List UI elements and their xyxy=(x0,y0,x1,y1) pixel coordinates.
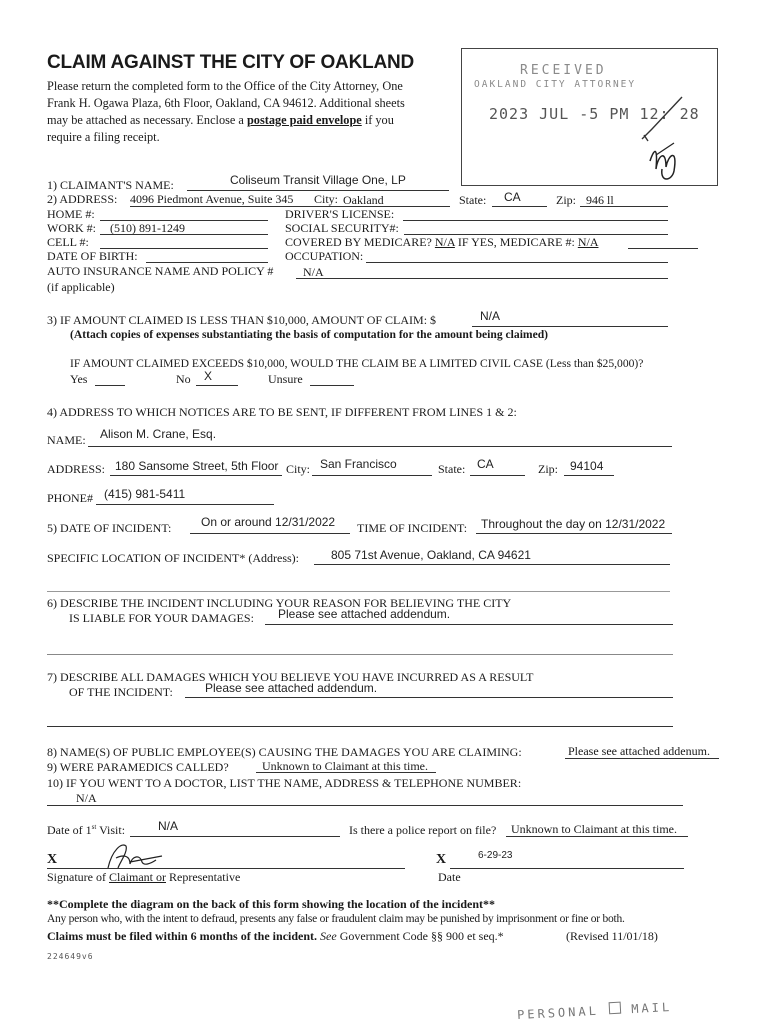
signature-x: X xyxy=(47,852,58,867)
work-label: WORK #: xyxy=(47,221,96,235)
no-label: No xyxy=(176,372,191,386)
q6-line-2: IS LIABLE FOR YOUR DAMAGES: xyxy=(69,611,254,625)
q10-label: 10) IF YOU WENT TO A DOCTOR, LIST THE NAME, ADDRESS & TELEPHONE NUMBER: xyxy=(47,776,522,790)
signature-label: Signature of Claimant or Representative xyxy=(47,870,241,884)
stamp-signature-mark xyxy=(612,89,722,185)
claimant-name-line xyxy=(187,190,449,191)
location-value[interactable]: 805 71st Avenue, Oakland, CA 94621 xyxy=(331,548,531,562)
diagram-note: **Complete the diagram on the back of this form showing the location of the incident** xyxy=(47,897,495,911)
notice-phone-value[interactable]: (415) 981-5411 xyxy=(104,487,186,501)
address-label: 2) ADDRESS: xyxy=(47,192,118,206)
no-checked-x[interactable]: X xyxy=(204,369,213,383)
q7-answer-line-2 xyxy=(47,726,673,727)
home-label: HOME #: xyxy=(47,207,95,221)
signature-line xyxy=(47,868,405,869)
location-line-2 xyxy=(47,591,670,592)
city-label: City: xyxy=(314,192,339,206)
occupation-label: OCCUPATION: xyxy=(285,249,364,263)
q8-line xyxy=(565,758,719,759)
address-value[interactable]: 4096 Piedmont Avenue, Suite 345 xyxy=(130,192,294,206)
intro-line-3: may be attached as necessary. Enclose a postage paid envelope if you xyxy=(47,113,394,127)
first-visit-label: Date of 1st Visit: xyxy=(47,823,126,837)
claimant-name-label: 1) CLAIMANT'S NAME: xyxy=(47,178,174,192)
amount-label: 3) IF AMOUNT CLAIMED IS LESS THAN $10,000, AMOUNT OF CLAIM: $ xyxy=(47,313,437,327)
police-report-label: Is there a police report on file? xyxy=(349,823,497,837)
work-value[interactable]: (510) 891-1249 xyxy=(110,221,185,235)
q7-value[interactable]: Please see attached addendum. xyxy=(205,681,378,695)
stamp-received: RECEIVED xyxy=(520,63,607,78)
drivers-license-label: DRIVER'S LICENSE: xyxy=(285,207,395,221)
unsure-line[interactable] xyxy=(310,385,354,386)
date-line xyxy=(450,868,684,869)
q9-line xyxy=(256,772,436,773)
drivers-license-line xyxy=(403,220,668,221)
postage-paid-envelope: postage paid envelope xyxy=(246,113,362,127)
notice-address-line xyxy=(110,475,282,476)
cell-label: CELL #: xyxy=(47,235,89,249)
personal-mail-stamp: PERSONAL MAIL xyxy=(516,999,673,1023)
if-applicable: (if applicable) xyxy=(47,280,115,294)
incident-time-line xyxy=(476,533,672,534)
notice-city-value[interactable]: San Francisco xyxy=(320,457,397,471)
q7-answer-line xyxy=(185,697,673,698)
notice-zip-value[interactable]: 94104 xyxy=(570,459,604,473)
ssn-label: SOCIAL SECURITY#: xyxy=(285,221,399,235)
incident-date-label: 5) DATE OF INCIDENT: xyxy=(47,521,172,535)
location-line xyxy=(314,564,670,565)
first-visit-value[interactable]: N/A xyxy=(158,819,179,833)
q8-value[interactable]: Please see attached addenum. xyxy=(568,744,710,758)
q10-value[interactable]: N/A xyxy=(76,791,97,805)
incident-time-label: TIME OF INCIDENT: xyxy=(357,521,468,535)
claimant-signature[interactable] xyxy=(100,838,180,872)
medicare-value[interactable]: N/A xyxy=(434,235,455,249)
notice-name-label: NAME: xyxy=(47,433,86,447)
auto-insurance-label: AUTO INSURANCE NAME AND POLICY # xyxy=(47,264,274,278)
notice-zip-label: Zip: xyxy=(538,462,558,476)
dob-label: DATE OF BIRTH: xyxy=(47,249,138,263)
notice-phone-line xyxy=(96,504,274,505)
q6-line-1: 6) DESCRIBE THE INCIDENT INCLUDING YOUR REASON FOR BELIEVING THE CITY xyxy=(47,596,512,610)
state-value[interactable]: CA xyxy=(504,190,521,204)
form-title: CLAIM AGAINST THE CITY OF OAKLAND xyxy=(47,52,415,73)
signature-date-value[interactable]: 6-29-23 xyxy=(478,850,513,861)
stamp-date: 2023 JUL -5 PM 12: 28 xyxy=(489,105,700,123)
claimant-name-value[interactable]: Coliseum Transit Village One, LP xyxy=(230,173,406,187)
incident-date-line xyxy=(190,533,350,534)
date-x: X xyxy=(436,852,447,867)
stamp-office: OAKLAND CITY ATTORNEY xyxy=(474,79,637,90)
police-report-line xyxy=(506,836,688,837)
amount-note: (Attach copies of expenses substantiating the basis of computation for the amount being claimed) xyxy=(70,328,549,341)
notice-zip-line xyxy=(564,475,614,476)
zip-line xyxy=(580,206,668,207)
exceeds-label: IF AMOUNT CLAIMED EXCEEDS $10,000, WOULD THE CLAIM BE A LIMITED CIVIL CASE (Less than $25,000)? xyxy=(70,357,644,370)
notice-name-value[interactable]: Alison M. Crane, Esq. xyxy=(100,427,217,441)
incident-time-value[interactable]: Throughout the day on 12/31/2022 xyxy=(481,517,666,531)
q6-answer-line xyxy=(265,624,673,625)
q10-line xyxy=(47,805,683,806)
zip-label: Zip: xyxy=(556,193,576,207)
q6-value[interactable]: Please see attached addendum. xyxy=(278,607,451,621)
form-id: 224649v6 xyxy=(47,952,94,961)
received-stamp-box xyxy=(461,48,718,186)
zip-value[interactable]: 946 ll xyxy=(586,193,614,207)
q8-label: 8) NAME(S) OF PUBLIC EMPLOYEE(S) CAUSING THE DAMAGES YOU ARE CLAIMING: xyxy=(47,745,522,759)
medicare-number[interactable]: N/A xyxy=(577,235,599,249)
notice-state-label: State: xyxy=(438,462,466,476)
city-value[interactable]: Oakland xyxy=(343,193,384,207)
intro-line-2: Frank H. Ogawa Plaza, 6th Floor, Oakland, CA 94612. Additional sheets xyxy=(47,96,405,110)
intro-line-1: Please return the completed form to the Office of the City Attorney, One xyxy=(47,79,403,93)
auto-insurance-value[interactable]: N/A xyxy=(303,265,324,279)
dob-line xyxy=(146,262,268,263)
q9-value[interactable]: Unknown to Claimant at this time. xyxy=(262,759,428,773)
work-line xyxy=(100,234,268,235)
occupation-line xyxy=(366,262,668,263)
q9-label: 9) WERE PARAMEDICS CALLED? xyxy=(47,760,229,774)
incident-date-value[interactable]: On or around 12/31/2022 xyxy=(201,515,336,529)
revised-date: (Revised 11/01/18) xyxy=(566,929,658,943)
police-report-value[interactable]: Unknown to Claimant at this time. xyxy=(511,822,677,836)
claims-deadline: Claims must be filed within 6 months of the incident. See Government Code §§ 900 et seq.* xyxy=(47,929,504,943)
notice-city-line xyxy=(312,475,432,476)
date-label: Date xyxy=(438,870,461,884)
first-visit-line xyxy=(130,836,340,837)
yes-label: Yes xyxy=(70,372,88,386)
notice-city-label: City: xyxy=(286,462,311,476)
amount-line xyxy=(472,326,668,327)
medicare-line xyxy=(628,248,698,249)
notice-phone-label: PHONE# xyxy=(47,491,94,505)
unsure-label: Unsure xyxy=(268,372,303,386)
q7-line-2: OF THE INCIDENT: xyxy=(69,685,173,699)
notice-state-value[interactable]: CA xyxy=(477,457,494,471)
auto-insurance-line xyxy=(296,278,668,279)
state-label: State: xyxy=(459,193,487,207)
intro-line-4: require a filing receipt. xyxy=(47,130,160,144)
yes-line[interactable] xyxy=(95,385,125,386)
q6-answer-line-2 xyxy=(47,654,673,655)
location-label: SPECIFIC LOCATION OF INCIDENT* (Address): xyxy=(47,551,299,565)
medicare-row: COVERED BY MEDICARE? N/A IF YES, MEDICARE #: N/A xyxy=(285,235,599,249)
amount-value[interactable]: N/A xyxy=(480,309,501,323)
fraud-note: Any person who, with the intent to defraud, presents any false or fraudulent claim may be punished by imprisonment or fine or both. xyxy=(47,913,625,925)
state-line xyxy=(492,206,547,207)
notice-name-line xyxy=(88,446,672,447)
notices-label: 4) ADDRESS TO WHICH NOTICES ARE TO BE SENT, IF DIFFERENT FROM LINES 1 & 2: xyxy=(47,405,517,419)
q7-line-1: 7) DESCRIBE ALL DAMAGES WHICH YOU BELIEVE YOU HAVE INCURRED AS A RESULT xyxy=(47,670,534,684)
notice-address-label: ADDRESS: xyxy=(47,462,106,476)
notice-address-value[interactable]: 180 Sansome Street, 5th Floor xyxy=(115,459,279,473)
notice-state-line xyxy=(470,475,525,476)
no-line xyxy=(196,385,238,386)
